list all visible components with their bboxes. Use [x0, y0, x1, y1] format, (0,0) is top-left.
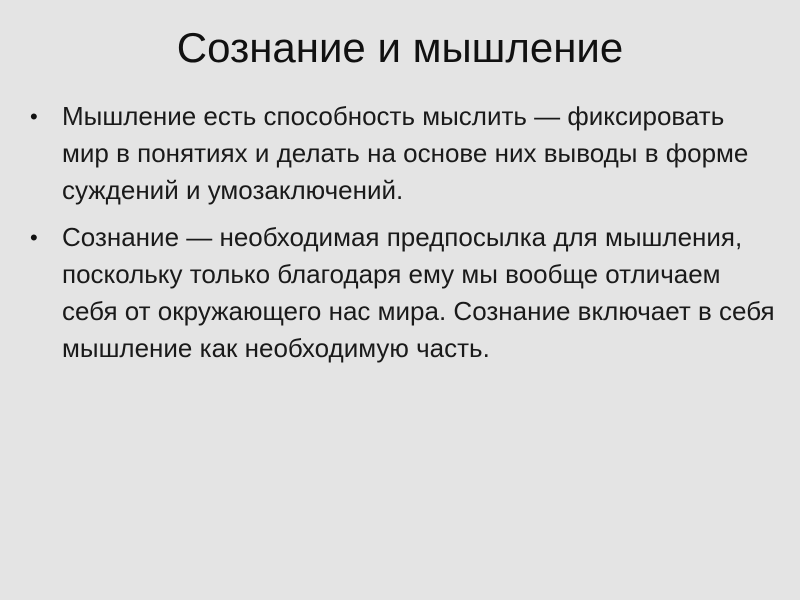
bullet-item-consciousness	[28, 219, 776, 367]
bullet-dot-icon: •	[30, 225, 38, 250]
bullet-item-thinking	[28, 98, 776, 209]
bullet-text-consciousness: Сознание — необходимая предпосылка для мышления, поскольку только благодаря ему мы вообще отличаем себя от окружающего нас мира. Сознание включает в себя мышление как необходимую часть.	[62, 222, 775, 363]
slide-title: Сознание и мышление	[176, 24, 624, 71]
bullet-dot-icon: •	[30, 104, 38, 129]
bullet-list	[28, 98, 776, 377]
bullet-text-thinking: Мышление есть способность мыслить — фиксировать мир в понятиях и делать на основе них выводы в форме суждений и умозаключений.	[62, 101, 749, 205]
